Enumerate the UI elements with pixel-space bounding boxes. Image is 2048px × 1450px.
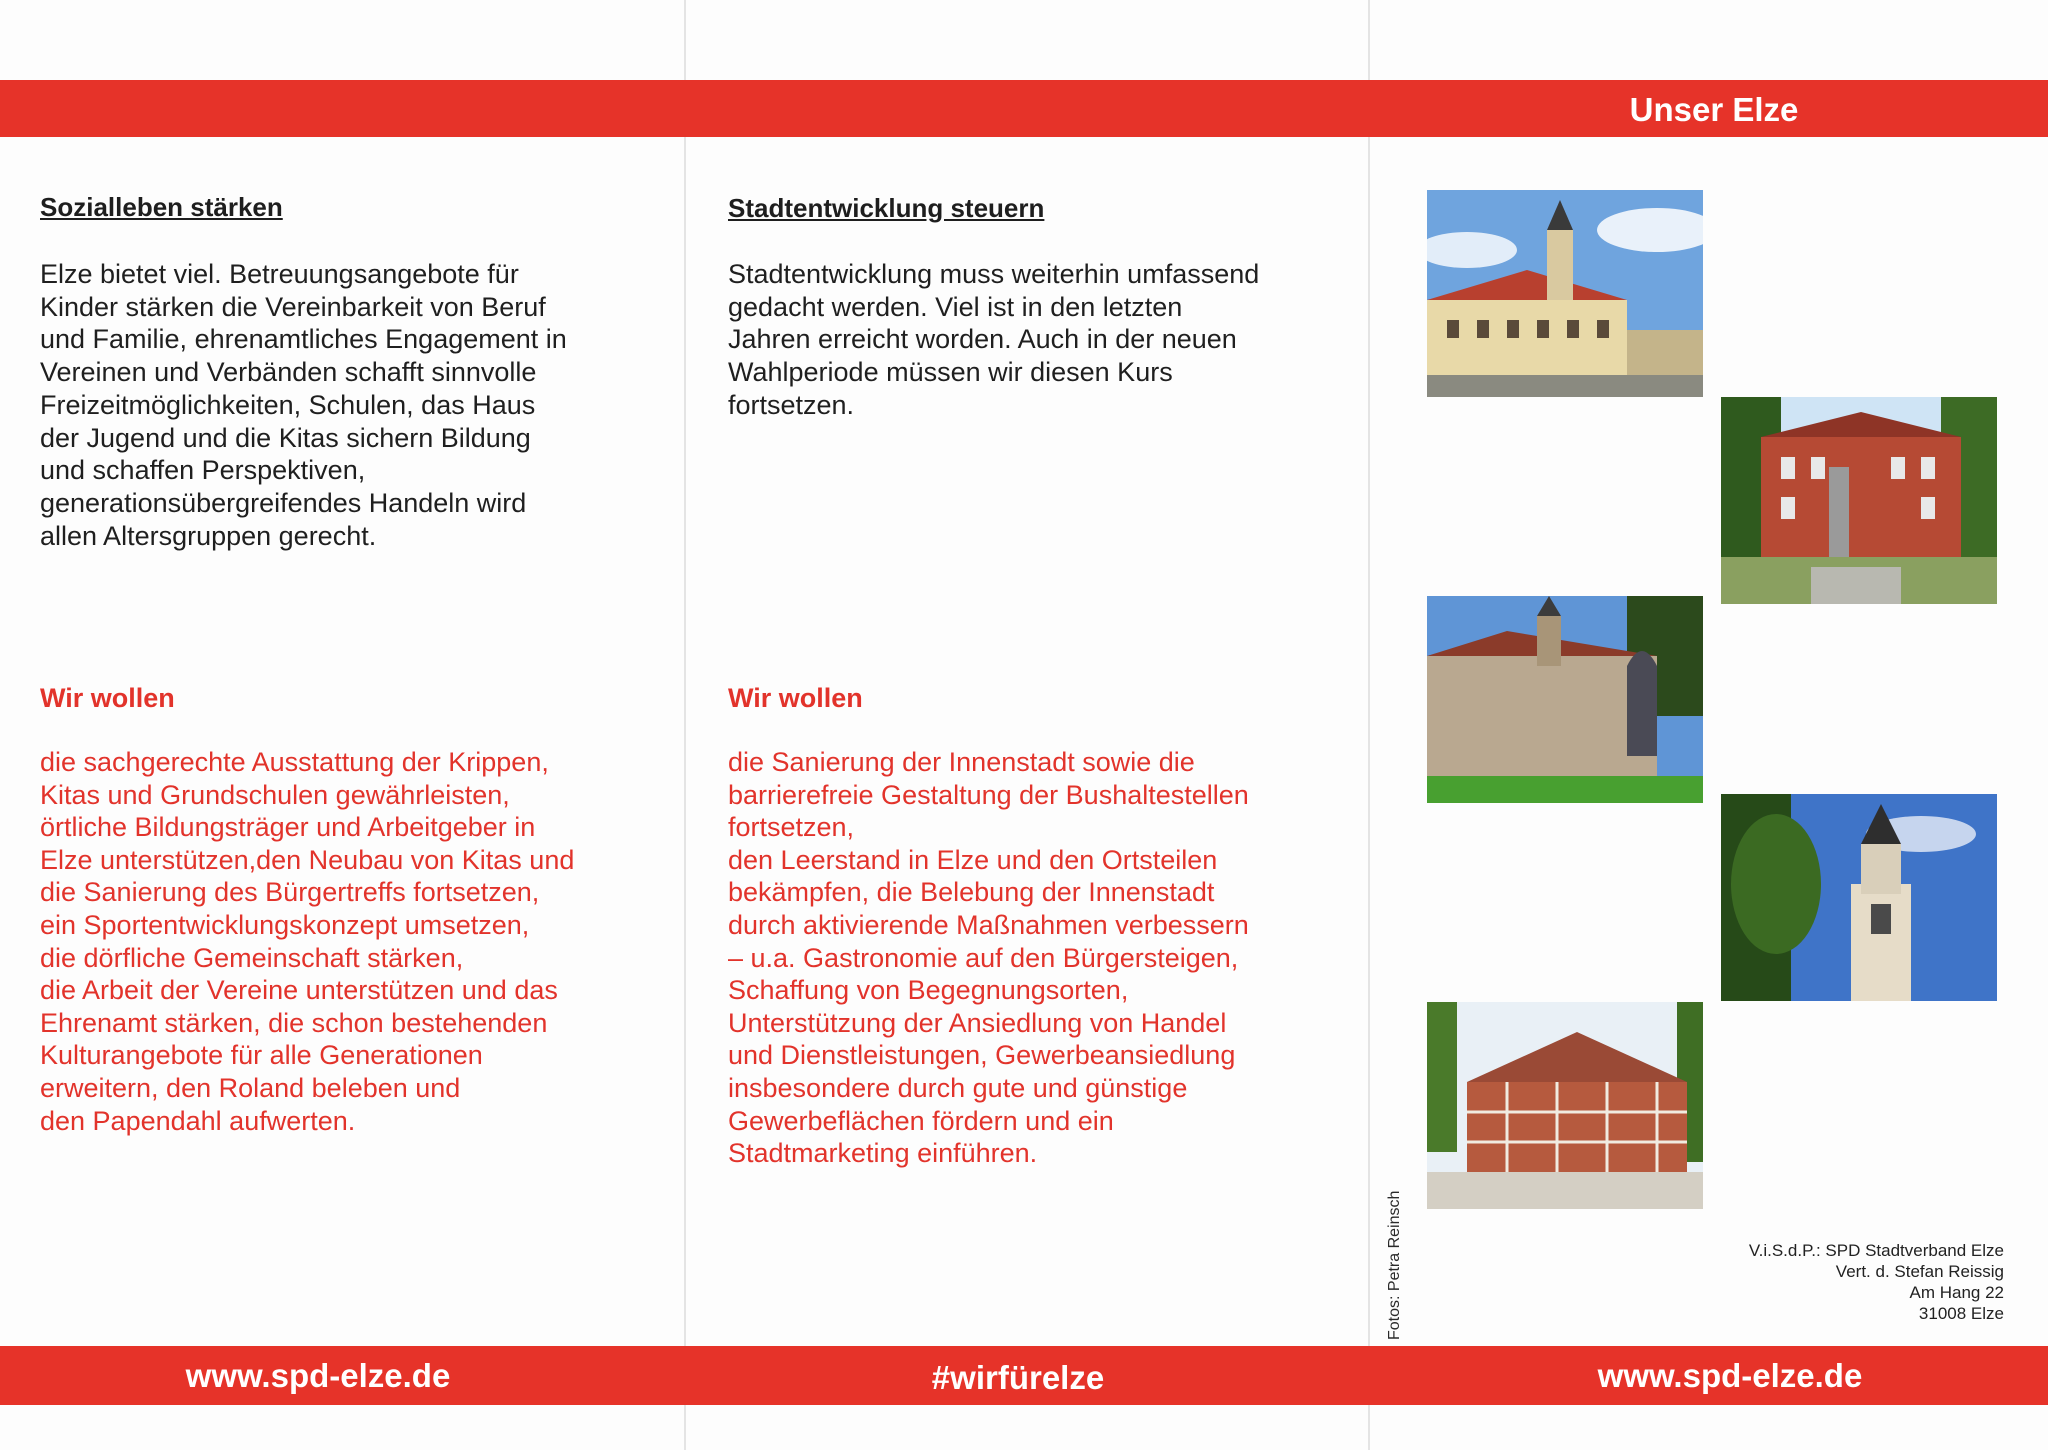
panel2-goal-line: Unterstützung der Ansiedlung von Handel <box>728 1007 1227 1038</box>
panel1-body-line: und schaffen Perspektiven, <box>40 455 366 486</box>
panel1-body-line: Kinder stärken die Vereinbarkeit von Beruf <box>40 291 546 322</box>
panel1-goals <box>40 746 574 1137</box>
panel2-goal-line: – u.a. Gastronomie auf den Bürgersteigen, <box>728 942 1239 973</box>
panel2-goals <box>728 746 1249 1170</box>
panel1-body-line: Elze bietet viel. Betreuungsangebote für <box>40 259 519 289</box>
fold-line-left <box>684 0 686 1450</box>
panel1-body-line: Freizeitmöglichkeiten, Schulen, das Haus <box>40 389 536 420</box>
panel3-title: Unser Elze <box>1629 91 1799 128</box>
panel1-goal-line: ein Sportentwicklungskonzept umsetzen, <box>40 909 530 940</box>
panel1-body-line: und Familie, ehrenamtliches Engagement in <box>40 324 567 355</box>
panel1-body-line: der Jugend und die Kitas sichern Bildung <box>40 422 531 453</box>
footer-url-left: www.spd-elze.de <box>185 1357 451 1394</box>
panel2-goal-line: Schaffung von Begegnungsorten, <box>728 975 1129 1006</box>
panel1-goal-line: die sachgerechte Ausstattung der Krippen, <box>40 747 549 777</box>
panel2-body-line: Jahren erreicht worden. Auch in der neuen <box>728 324 1237 355</box>
panel1-heading: Sozialleben stärken <box>40 192 283 222</box>
imprint <box>1749 1240 2004 1324</box>
panel2-goal-line: durch aktivierende Maßnahmen verbessern <box>728 909 1249 940</box>
panel2-body-line: Wahlperiode müssen wir diesen Kurs <box>728 357 1173 388</box>
imprint-line: V.i.S.d.P.: SPD Stadtverband Elze <box>1748 1241 2004 1260</box>
panel1-goal-line: Kulturangebote für alle Generationen <box>40 1040 483 1071</box>
panel1-body-line: allen Altersgruppen gerecht. <box>40 520 377 551</box>
panel2-goal-line: barrierefreie Gestaltung der Bushaltestellen <box>728 779 1249 810</box>
panel2-body-line: gedacht werden. Viel ist in den letzten <box>728 291 1183 322</box>
imprint-line: Am Hang 22 <box>1909 1283 2004 1302</box>
fold-line-right <box>1368 0 1370 1450</box>
panel1-goals-heading: Wir wollen <box>40 683 175 713</box>
panel2-goal-line: insbesondere durch gute und günstige <box>728 1072 1188 1103</box>
photo-half-timbered-house <box>1427 1002 1703 1209</box>
panel2-goal-line: Stadtmarketing einführen. <box>728 1138 1038 1169</box>
panel1-goal-line: erweitern, den Roland beleben und <box>40 1072 461 1103</box>
photo-credit: Fotos: Petra Reinsch <box>1386 1190 1403 1340</box>
panel1-goal-line: den Papendahl aufwerten. <box>40 1105 356 1136</box>
panel1-goal-line: die Sanierung des Bürgertreffs fortsetzen, <box>40 877 540 908</box>
footer-hashtag: #wirfürelze <box>931 1359 1105 1396</box>
panel2-goals-heading: Wir wollen <box>728 683 863 713</box>
panel1-goal-line: örtliche Bildungsträger und Arbeitgeber in <box>40 812 536 843</box>
panel2-goal-line: Gewerbeflächen fördern und ein <box>728 1105 1114 1136</box>
panel2-body <box>728 258 1259 422</box>
panel2-goal-line: bekämpfen, die Belebung der Innenstadt <box>728 877 1215 908</box>
panel1-body-line: Vereinen und Verbänden schafft sinnvolle <box>40 357 537 388</box>
panel1-body <box>40 258 567 552</box>
panel1-goal-line: Kitas und Grundschulen gewährleisten, <box>40 779 510 810</box>
imprint-line: Vert. d. Stefan Reissig <box>1835 1262 2004 1281</box>
panel2-goal-line: und Dienstleistungen, Gewerbeansiedlung <box>728 1040 1236 1071</box>
panel2-body-line: Stadtentwicklung muss weiterhin umfassend <box>728 259 1260 289</box>
panel1-goal-line: Ehrenamt stärken, die schon bestehenden <box>40 1007 548 1038</box>
panel2-body-line: fortsetzen. <box>728 389 855 420</box>
panel1-body-line: generationsübergreifendes Handeln wird <box>40 487 527 518</box>
photo-red-brick-school <box>1721 397 1997 604</box>
panel2-goal-line: die Sanierung der Innenstadt sowie die <box>728 747 1195 777</box>
panel2-goal-line: den Leerstand in Elze und den Ortsteilen <box>728 844 1218 875</box>
photo-church <box>1427 596 1703 803</box>
panel2-heading: Stadtentwicklung steuern <box>728 193 1045 223</box>
panel1-goal-line: die dörfliche Gemeinschaft stärken, <box>40 942 464 973</box>
photo-church-tower <box>1721 794 1997 1001</box>
imprint-line: 31008 Elze <box>1918 1304 2004 1323</box>
footer-url-right: www.spd-elze.de <box>1597 1357 1863 1394</box>
panel1-goal-line: die Arbeit der Vereine unterstützen und das <box>40 975 558 1006</box>
panel2-goal-line: fortsetzen, <box>728 812 855 843</box>
panel1-goal-line: Elze unterstützen,den Neubau von Kitas und <box>40 844 575 875</box>
photo-town-hall <box>1427 190 1703 397</box>
